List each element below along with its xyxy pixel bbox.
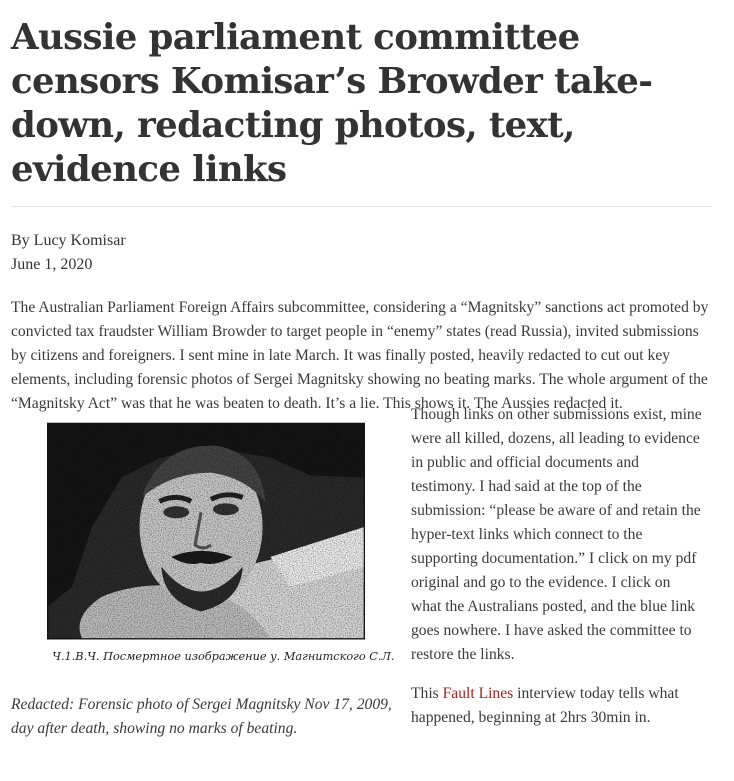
interview-text-after: interview today tells what happened, beginning at 2hrs 30min in. [411,685,679,726]
figure-caption: Redacted: Forensic photo of Sergei Magnitsky Nov 17, 2009, day after death, showing no marks of beating. [11,696,392,737]
fault-lines-link[interactable]: Fault Lines [442,685,514,702]
side-paragraph-interview [411,682,703,730]
author-byline: By Lucy Komisar [11,232,126,249]
side-paragraph-links: Though links on other submissions exist, mine were all killed, dozens, all leading to evidence in public and official documents and testimony. I had said at the top of the submission: “please be aware of and retain the hyper-text links which connect to the supporting documentation.” I click on my pdf original and go to the evidence. I click on what the Australians posted, and the blue link goes nowhere. I have asked the committee to restore the links. [411,406,702,663]
side-column [411,403,703,730]
article [11,0,713,416]
headline-divider [11,206,712,207]
intro-paragraph: The Australian Parliament Foreign Affairs subcommittee, considering a “Magnitsky” sanctions act promoted by convicted tax fraudster William Browder to target people in “enemy” states (read Russia), invited submissions by citizens and foreigners. I sent mine in late March. It was finally posted, heavily redacted to cut out key elements, including forensic photos of Sergei Magnitsky showing no beating marks. The whole argument of the “Magnitsky Act” was that he was beaten to death. It’s a lie. This shows it. The Aussies redacted it. [11,299,709,412]
forensic-photo[interactable] [11,418,401,668]
byline-block [11,229,713,277]
photo-handwritten-label: Ч.1.В.Ч. Посмертное изображение у. Магнитского С.Л. [52,649,395,664]
publish-date: June 1, 2020 [11,256,93,273]
article-headline: Aussie parliament committee censors Komisar’s Browder take-down, redacting photos, text, evidence links [11,17,653,190]
interview-text-before: This [411,685,443,702]
forensic-figure [11,418,411,673]
